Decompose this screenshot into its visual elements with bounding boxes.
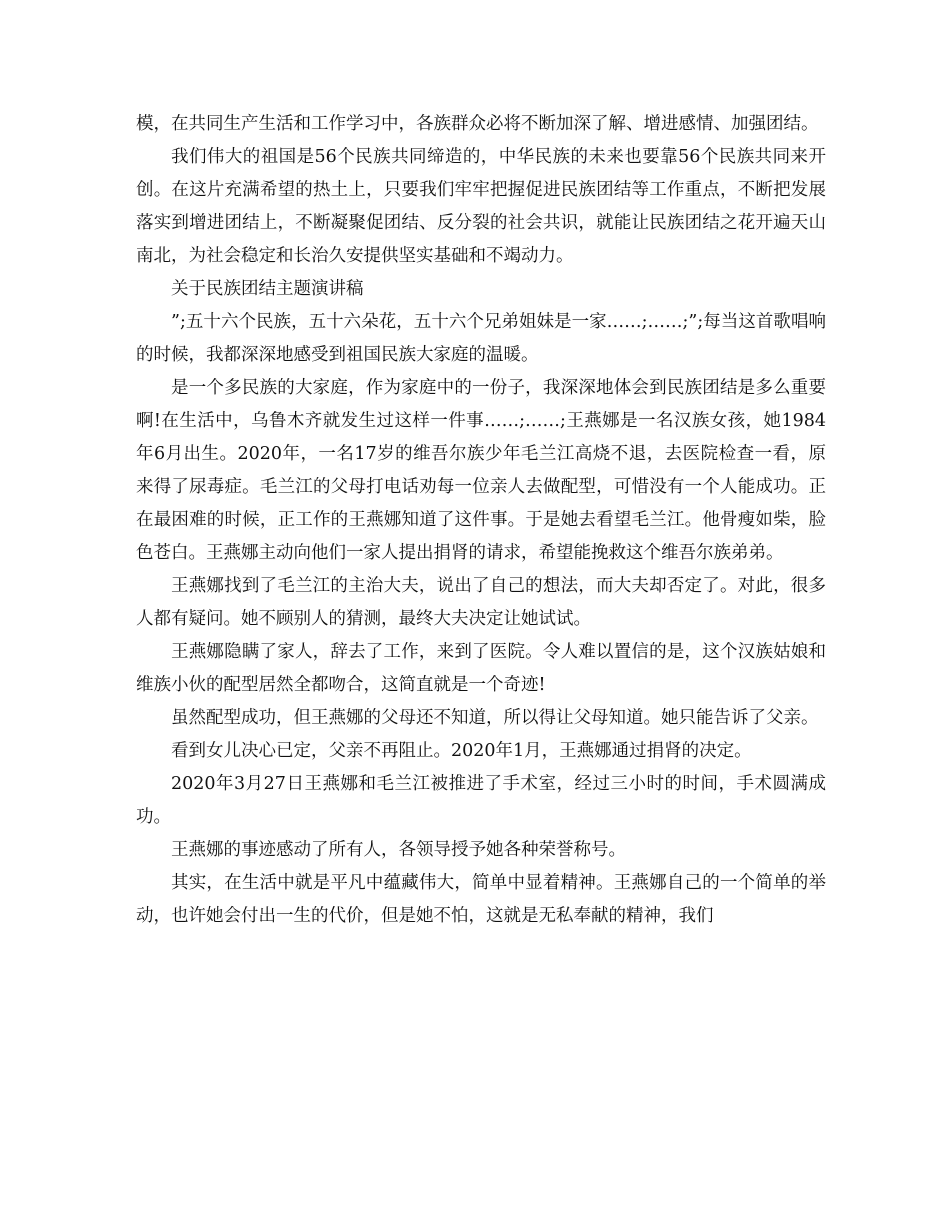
paragraph-story-intro: 是一个多民族的大家庭，作为家庭中的一份子，我深深地体会到民族团结是多么重要啊!在生活中，乌鲁木齐就发生过这样一件事……;……;王燕娜是一名汉族女孩，她1984年6月出生。2020年，一名17岁的维吾尔族少年毛兰江高烧不退，去医院检查一看，原来得了尿毒症。毛兰江的父母打电话劝每一位亲人去做配型，可惜没有一个人能成功。正在最困难的时候，正工作的王燕娜知道了这件事。于是她去看望毛兰江。他骨瘦如柴，脸色苍白。王燕娜主动向他们一家人提出捐肾的请求，希望能挽救这个维吾尔族弟弟。 xyxy=(136,378,826,563)
paragraph-honors: 王燕娜的事迹感动了所有人，各领导授予她各种荣誉称号。 xyxy=(171,840,626,860)
paragraph-song: ”;五十六个民族，五十六朵花，五十六个兄弟姐妹是一家……;……;”;每当这首歌唱响的时候，我都深深地感受到祖国民族大家庭的温暖。 xyxy=(136,312,826,365)
paragraph-parents: 虽然配型成功，但王燕娜的父母还不知道，所以得让父母知道。她只能告诉了父亲。 xyxy=(171,708,819,728)
paragraph-motherland: 我们伟大的祖国是56个民族共同缔造的，中华民族的未来也要靠56个民族共同来开创。在这片充满希望的热土上，只要我们牢牢把握促进民族团结等工作重点，不断把发展落实到增进团结上，不断凝聚促团结、反分裂的社会共识，就能让民族团结之花开遍天山南北，为社会稳定和长治久安提供坚实基础和不竭动力。 xyxy=(136,147,826,266)
paragraph-continuation: 模，在共同生产生活和工作学习中，各族群众必将不断加深了解、增进感情、加强团结。 xyxy=(136,114,819,134)
paragraph-doctor: 王燕娜找到了毛兰江的主治大夫，说出了自己的想法，而大夫却否定了。对此，很多人都有疑问。她不顾别人的猜测，最终大夫决定让她试试。 xyxy=(136,576,826,629)
paragraph-father: 看到女儿决心已定，父亲不再阻止。2020年1月，王燕娜通过捐肾的决定。 xyxy=(171,741,752,761)
paragraph-surgery: 2020年3月27日王燕娜和毛兰江被推进了手术室，经过三小时的时间，手术圆满成功。 xyxy=(136,774,826,827)
paragraph-match: 王燕娜隐瞒了家人，辞去了工作，来到了医院。令人难以置信的是，这个汉族姑娘和维族小伙的配型居然全都吻合，这简直就是一个奇迹! xyxy=(136,642,826,695)
document-body xyxy=(136,108,826,933)
paragraph-reflection: 其实，在生活中就是平凡中蕴藏伟大，简单中显着精神。王燕娜自己的一个简单的举动，也许她会付出一生的代价，但是她不怕，这就是无私奉献的精神，我们 xyxy=(136,873,826,926)
speech-title: 关于民族团结主题演讲稿 xyxy=(171,279,364,299)
